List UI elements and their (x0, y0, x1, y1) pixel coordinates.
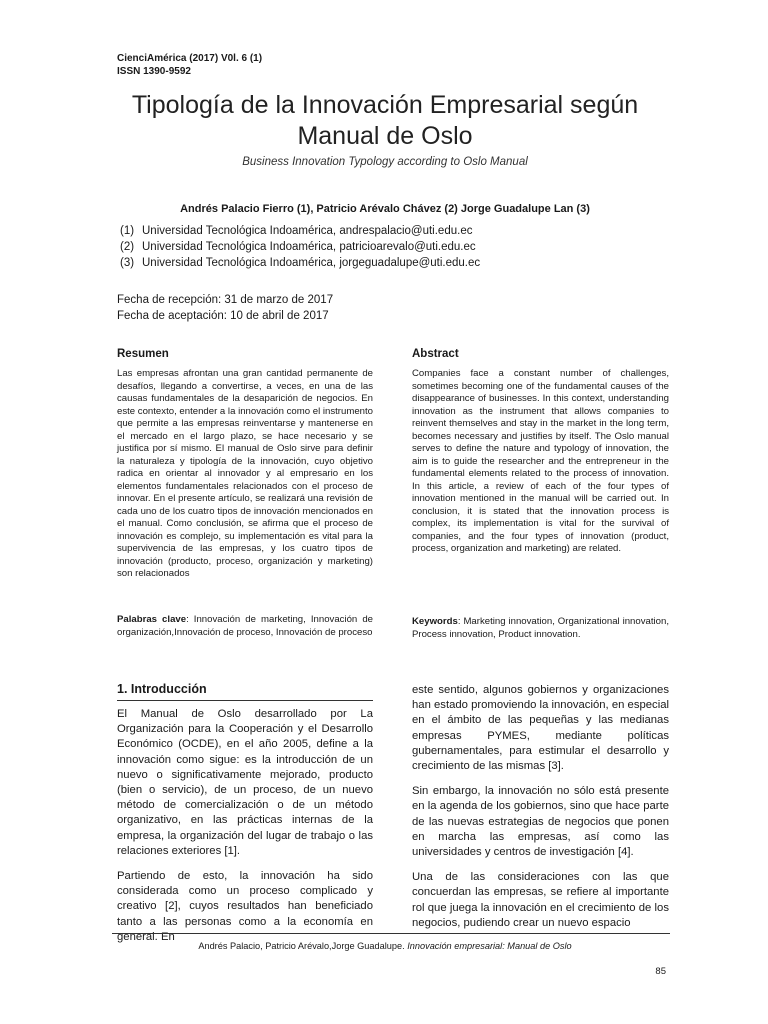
footer-authors: Andrés Palacio, Patricio Arévalo,Jorge Guadalupe. (198, 941, 405, 951)
abstract-section (412, 348, 669, 556)
affiliation-text: Universidad Tecnológica Indoamérica, patricioarevalo@uti.edu.ec (142, 241, 476, 253)
introduction-right-column (412, 683, 669, 941)
journal-name: CienciAmérica (2017) V0l. 6 (1) (117, 53, 263, 64)
affiliation-item (120, 239, 480, 255)
submission-dates (117, 292, 333, 324)
affiliation-text: Universidad Tecnológica Indoamérica, jorgeguadalupe@uti.edu.ec (142, 257, 481, 269)
keywords-label: Keywords (412, 616, 458, 627)
resumen-section (117, 348, 373, 581)
body-paragraph: Una de las consideraciones con las que concuerdan las empresas, se refiere al importante rol que juega la innovación en el crecimiento de los negocios, pudiendo crear un nuevo espacio (412, 871, 669, 929)
journal-issn: ISSN 1390-9592 (117, 66, 191, 77)
author-list: Andrés Palacio Fierro (1), Patricio Arévalo Chávez (2) Jorge Guadalupe Lan (3) (180, 203, 590, 215)
affiliation-list (120, 223, 480, 271)
page-number: 85 (655, 966, 666, 977)
body-paragraph: El Manual de Oslo desarrollado por La Organización para la Cooperación y el Desarrollo Económico (OCDE), en el año 2005, define a la innovación como sigue: es la introducción de un nuevo o significativamente mejorado, producto (bien o servicio), de un proceso, de un nuevo método de comercialización o de un método organizativo, en las prácticas internas de la empresa, la organización del lugar de trabajo o las relaciones exteriores [1]. (117, 708, 373, 857)
body-paragraph: Sin embargo, la innovación no sólo está presente en la agenda de los gobiernos, sino que hace parte de las nuevas estrategias de negocios que ponen en marcha las empresas, así como las universidades y centros de investigación [4]. (412, 785, 669, 859)
accepted-date: Fecha de aceptación: 10 de abril de 2017 (117, 310, 329, 322)
footer-title: Innovación empresarial: Manual de Oslo (407, 941, 572, 951)
affiliation-number: (2) (120, 241, 135, 253)
introduction-left-column (117, 682, 373, 955)
section-divider (117, 700, 373, 701)
abstract-text: Companies face a constant number of challenges, sometimes becoming one of the fundamental causes of the disappearance of businesses. In this context, understanding innovation as the instrument that allows companies to reinvent themselves and stay in the market in the long term, becomes necessary and justifies by itself. The Oslo manual serves to define the nature and typology of innovation, the aim is to guide the researcher and the entrepreneur in the fundamental elements related to the process of innovation. In this article, a review of each of the four types of innovation mentioned in the manual will be carried out. In conclusion, it is stated that the innovation process is complex, its implementation is vital for the survival of companies, and the four types of innovation (product, process, organization and marketing) are related. (412, 368, 669, 554)
palabras-clave (117, 614, 373, 639)
paper-subtitle: Business Innovation Typology according to Oslo Manual (242, 156, 528, 168)
received-date: Fecha de recepción: 31 de marzo de 2017 (117, 294, 334, 306)
footer-divider (112, 933, 670, 934)
keywords-section (412, 616, 669, 641)
introduction-heading: 1. Introducción (117, 682, 207, 696)
keywords-values: : Marketing innovation, Organizational innovation, Process innovation, Product innovation. (412, 616, 669, 640)
keywords-text (412, 616, 669, 641)
paper-title: Tipología de la Innovación Empresarial según Manual de Oslo (131, 91, 639, 150)
journal-header (117, 52, 262, 78)
affiliation-number: (1) (120, 225, 135, 237)
body-paragraph: este sentido, algunos gobiernos y organizaciones han estado promoviendo la innovación, en especial en el ámbito de las pequeñas y las medianas empresas PYMES, mediante políticas gubernamentales, para estimular el desarrollo y crecimiento de las mismas [3]. (412, 684, 669, 773)
resumen-heading: Resumen (117, 348, 169, 360)
resumen-text: Las empresas afrontan una gran cantidad permanente de desafíos, llegando a convertirse, a veces, en una de las causas fundamentales de la desaparición de negocios. En este contexto, entender a la innovación como el instrumento que permite a las empresas reinventarse y mantenerse en el mercado en el largo plazo, se hace necesario y se justifica por sí mismo. El manual de Oslo sirve para definir la naturaleza y tipología de la innovación, cuyo objetivo radica en orientar al innovador y al empresario en los elementos fundamentales relacionados con el proceso de innovar. En el presente artículo, se realizará una revisión de cada uno de los cuatro tipos de innovación mencionados en el manual. Como conclusión, se afirma que el proceso de innovación es complejo, su implementación es vital para la supervivencia de las empresas, y los cuatro tipos de innovación (producto, proceso, organización y marketing) son relacionados (117, 368, 373, 579)
affiliation-number: (3) (120, 257, 135, 269)
palabras-clave-text (117, 614, 373, 639)
palabras-clave-values: : Innovación de marketing, Innovación de organización,Innovación de proceso, Innovación de proceso (117, 614, 373, 638)
palabras-clave-label: Palabras clave (117, 614, 187, 625)
body-paragraph: Partiendo de esto, la innovación ha sido considerada como un proceso complicado y creativo [2], cuyos resultados han beneficiado tanto a las personas como a la economía en general. En (117, 870, 373, 943)
affiliation-item (120, 223, 480, 239)
affiliation-text: Universidad Tecnológica Indoamérica, andrespalacio@uti.edu.ec (142, 225, 473, 237)
abstract-heading: Abstract (412, 348, 459, 360)
page-footer (90, 941, 680, 951)
affiliation-item (120, 255, 480, 271)
